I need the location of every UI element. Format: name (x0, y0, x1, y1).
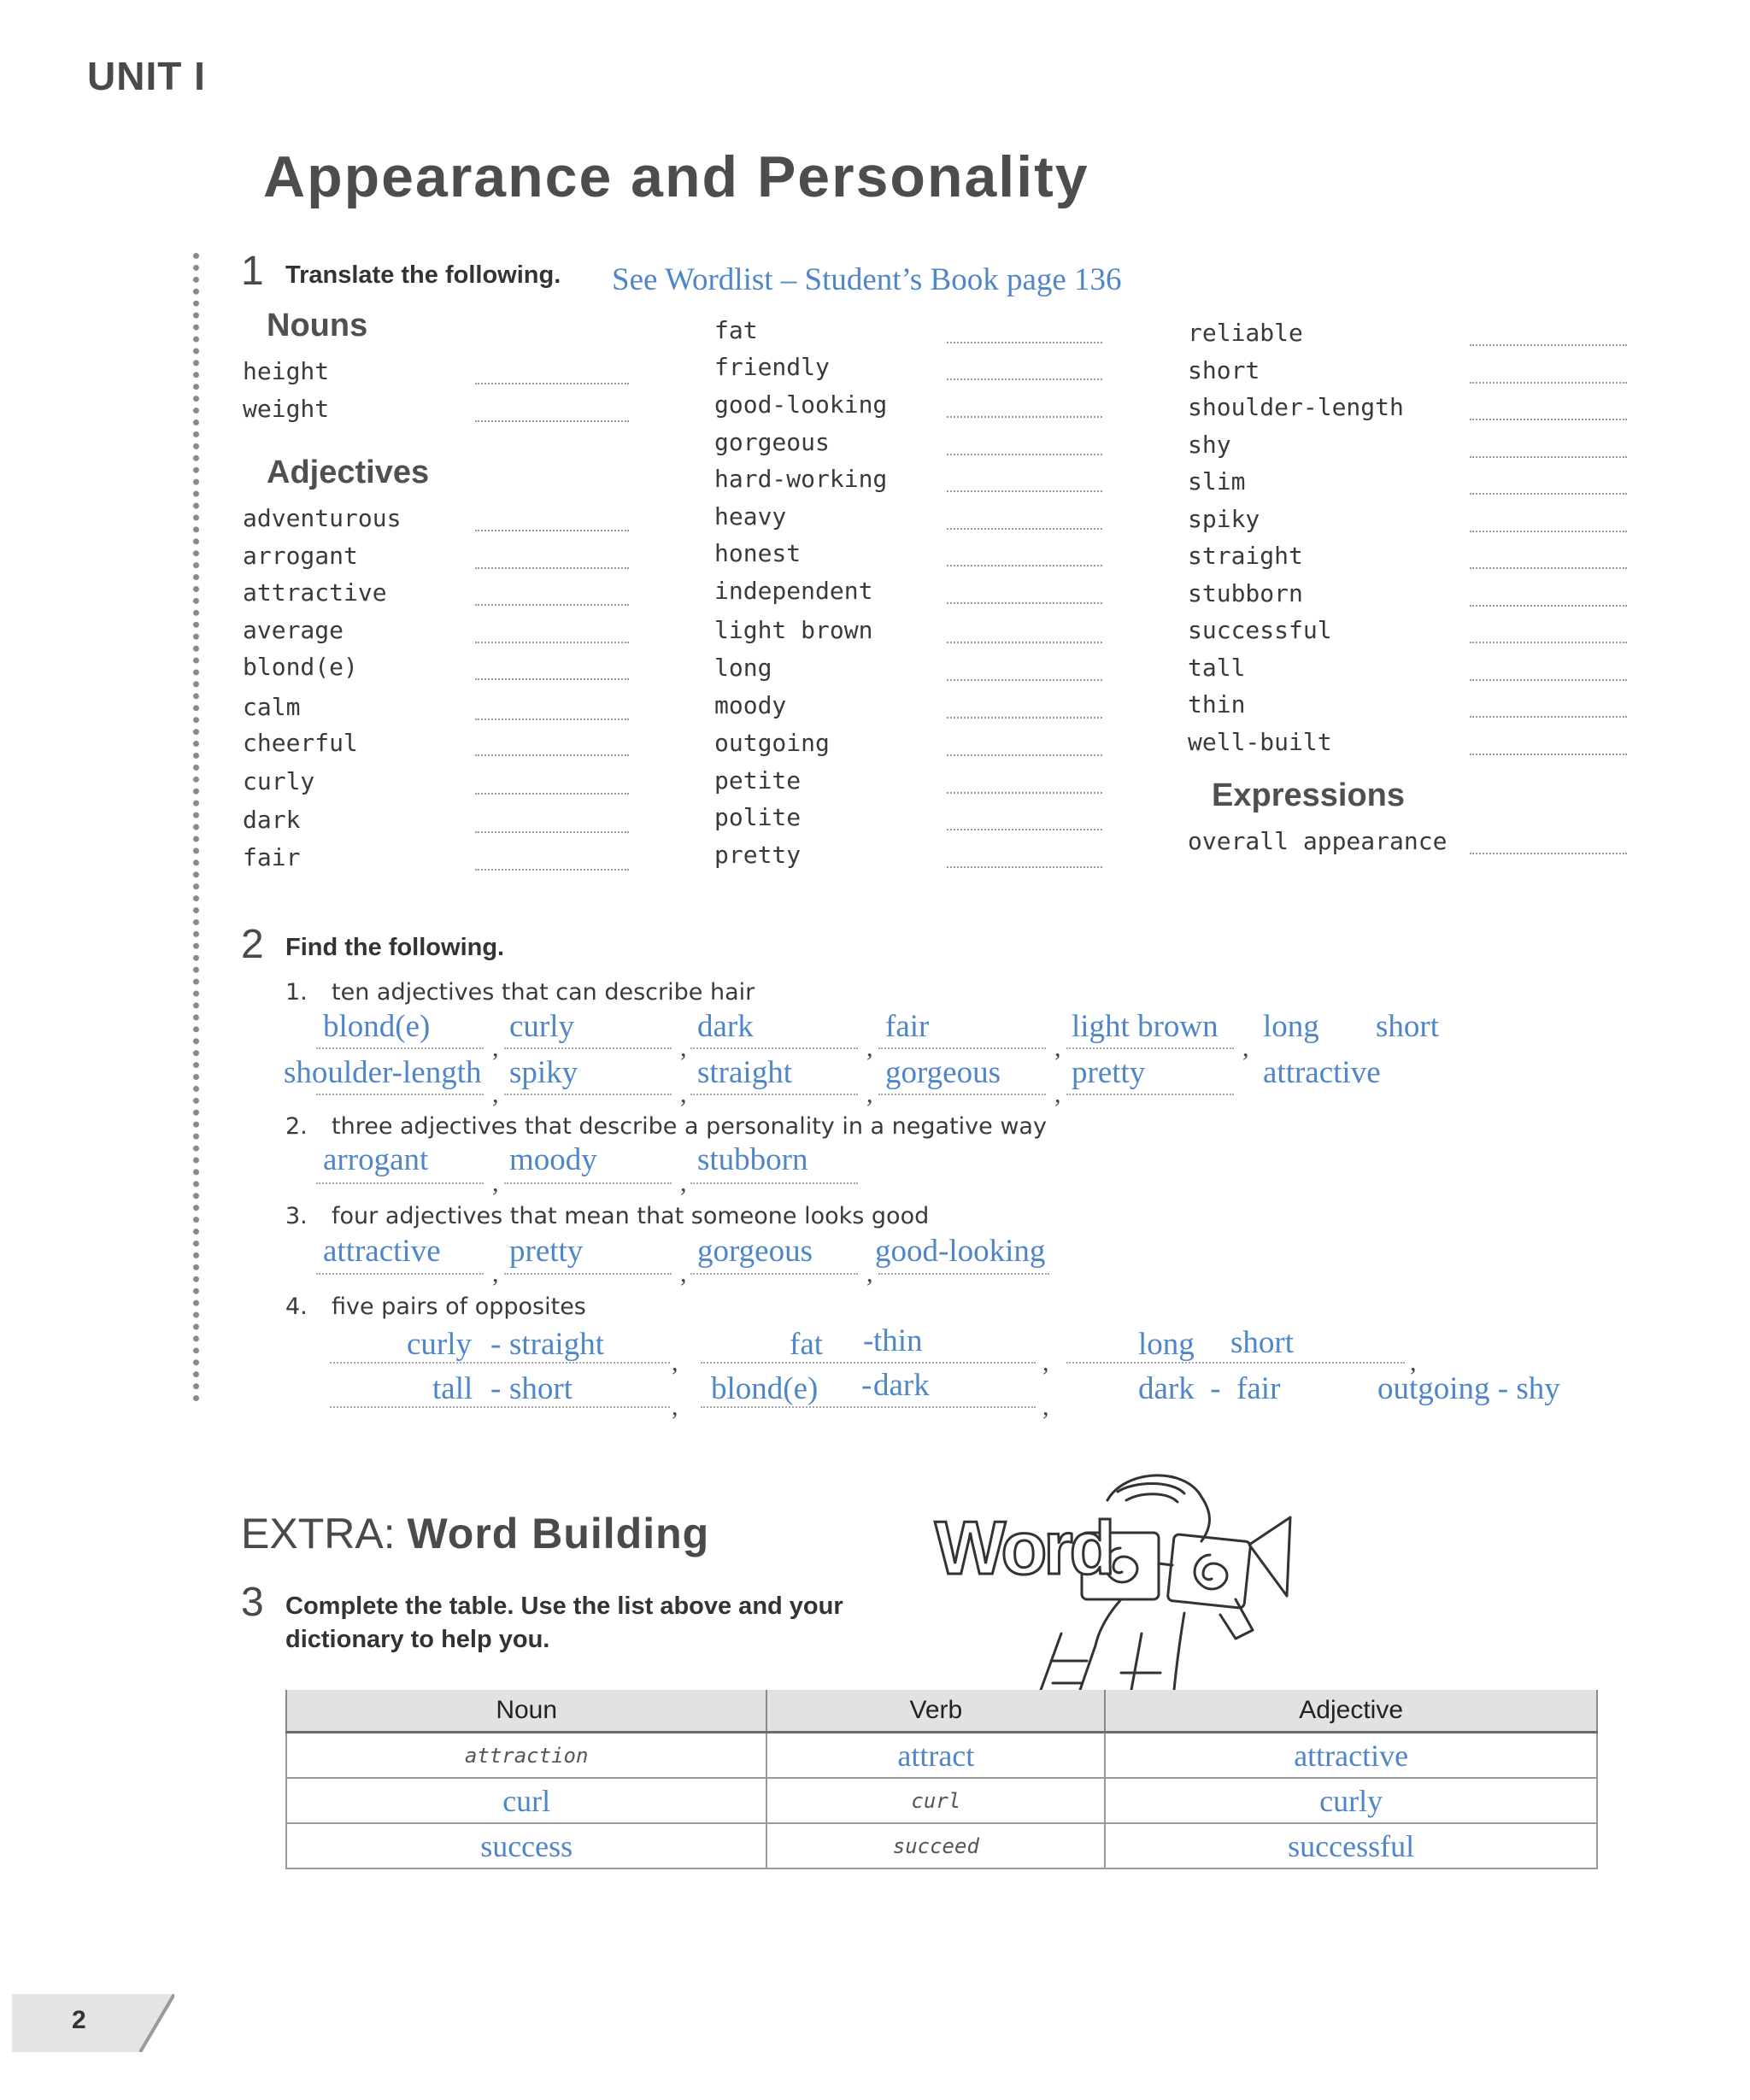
noun-cell: success (286, 1823, 766, 1868)
vocab-word: fair (243, 843, 301, 871)
list-comma: , (680, 1034, 687, 1062)
vocab-word: petite (714, 766, 802, 795)
vocab-word: fat (714, 316, 758, 344)
question-3-number: 3. (285, 1203, 308, 1229)
page-number-tab (12, 1994, 174, 2052)
vocab-word: honest (714, 539, 802, 567)
list-comma: , (672, 1393, 678, 1421)
translation-blank[interactable] (1470, 642, 1627, 643)
vocab-word: arrogant (243, 542, 358, 570)
translation-blank[interactable] (1470, 419, 1627, 420)
list-comma: , (492, 1259, 499, 1288)
translation-blank[interactable] (475, 754, 629, 756)
vocab-word: hard-working (714, 465, 888, 493)
hair-adjective-answer: blond(e) (323, 1009, 431, 1044)
vocab-word: calm (243, 693, 301, 721)
translation-blank[interactable] (1470, 716, 1627, 718)
translation-blank[interactable] (947, 454, 1102, 455)
vocab-word: overall appearance (1188, 827, 1448, 855)
word-building-table (285, 1690, 1598, 1869)
translation-blank[interactable] (475, 420, 629, 422)
vocab-word: reliable (1188, 319, 1303, 347)
opposite-pair-word: curly (407, 1327, 473, 1362)
list-comma: , (866, 1259, 873, 1288)
opposite-pair-answer: outgoing - shy (1377, 1371, 1560, 1406)
translation-blank[interactable] (947, 642, 1102, 643)
opposite-pair-dash: - (863, 1323, 874, 1358)
extra-title: Word Building (407, 1510, 710, 1557)
question-4-text: five pairs of opposites (332, 1293, 586, 1320)
answer-blank (1066, 1094, 1234, 1095)
question-2-number: 2. (285, 1113, 308, 1140)
translation-blank[interactable] (475, 869, 629, 871)
table-header-row (286, 1690, 1597, 1733)
vocab-word: tall (1188, 654, 1246, 682)
page-number: 2 (72, 2006, 86, 2034)
verb-cell: attract (766, 1733, 1105, 1779)
section-dotted-rule (193, 253, 199, 1402)
translation-blank[interactable] (947, 528, 1102, 530)
opposite-pair-word: blond(e) (711, 1371, 819, 1406)
translation-blank[interactable] (947, 717, 1102, 719)
hair-adjective-answer: dark (697, 1009, 754, 1044)
question-4-number: 4. (285, 1293, 308, 1320)
translation-blank[interactable] (1470, 679, 1627, 681)
table-row (286, 1823, 1597, 1868)
translation-blank[interactable] (947, 378, 1102, 380)
opposite-pair-word: tall (432, 1371, 473, 1406)
hair-adjective-answer: fair (885, 1009, 930, 1044)
list-comma: , (1054, 1080, 1061, 1108)
exercise-2-number: 2 (241, 922, 264, 967)
looks-good-answer: attractive (323, 1234, 441, 1269)
page-title: Appearance and Personality (263, 144, 1089, 209)
answer-blank (316, 1047, 484, 1049)
vocab-word: shoulder-length (1188, 393, 1404, 421)
vocab-word: independent (714, 577, 873, 605)
vocab-word: slim (1188, 467, 1246, 496)
answer-blank (1066, 1047, 1234, 1049)
opposite-pair-dash: - (490, 1371, 502, 1406)
column-header-noun: Noun (286, 1690, 766, 1733)
answer-blank (1066, 1362, 1405, 1364)
vocab-word: gorgeous (714, 428, 830, 456)
list-comma: , (680, 1259, 687, 1288)
table-row (286, 1733, 1597, 1779)
exercise-1-handwritten-note: See Wordlist – Student’s Book page 136 (612, 262, 1122, 297)
vocab-word: long (714, 654, 772, 682)
translation-blank[interactable] (1470, 531, 1627, 532)
translation-blank[interactable] (475, 678, 629, 680)
answer-blank (504, 1047, 672, 1049)
adjective-cell: successful (1105, 1823, 1597, 1868)
list-comma: , (1042, 1348, 1049, 1376)
vocab-word: spiky (1188, 505, 1260, 533)
translation-blank[interactable] (475, 642, 629, 643)
opposite-pair-dash: - (861, 1368, 872, 1403)
translation-blank[interactable] (947, 754, 1102, 756)
vocab-word: shy (1188, 431, 1231, 459)
noun-cell: curl (286, 1778, 766, 1823)
vocab-word: successful (1188, 616, 1332, 644)
exercise-3-instruction-line2: dictionary to help you. (285, 1626, 550, 1653)
question-3-text: four adjectives that mean that someone looks good (332, 1203, 930, 1229)
vocab-word: short (1188, 356, 1260, 384)
hair-adjective-answer: long (1263, 1009, 1319, 1044)
answer-blank (878, 1273, 1049, 1275)
answer-blank (878, 1094, 1046, 1095)
question-1-text: ten adjectives that can describe hair (332, 979, 755, 1006)
opposite-pair-answer: dark - fair (1138, 1371, 1281, 1406)
translation-blank[interactable] (947, 602, 1102, 604)
translation-blank[interactable] (1470, 605, 1627, 607)
list-comma: , (1042, 1393, 1049, 1421)
translation-blank[interactable] (947, 490, 1102, 492)
adjective-cell: curly (1105, 1778, 1597, 1823)
list-comma: , (680, 1080, 687, 1108)
expressions-heading: Expressions (1212, 777, 1405, 813)
hair-adjective-answer: spiky (509, 1055, 578, 1090)
looks-good-answer: gorgeous (697, 1234, 813, 1269)
translation-blank[interactable] (947, 829, 1102, 830)
vocab-word: friendly (714, 353, 830, 381)
negative-personality-answer: moody (509, 1142, 597, 1177)
vocab-word: adventurous (243, 504, 402, 532)
vocab-word: cheerful (243, 729, 358, 757)
adjectives-heading: Adjectives (267, 455, 430, 490)
vocab-word: blond(e) (243, 653, 358, 681)
question-1-number: 1. (285, 979, 308, 1006)
translation-blank[interactable] (1470, 493, 1627, 495)
vocab-word: attractive (243, 578, 387, 607)
translation-blank[interactable] (947, 342, 1102, 343)
translation-blank[interactable] (1470, 382, 1627, 384)
unit-label: UNIT I (87, 54, 206, 98)
list-comma: , (866, 1080, 873, 1108)
negative-personality-answer: stubborn (697, 1142, 808, 1177)
opposite-pair-word: thin (873, 1323, 923, 1358)
translation-blank[interactable] (1470, 344, 1627, 346)
translation-blank[interactable] (1470, 853, 1627, 854)
vocab-word: polite (714, 803, 802, 831)
vocab-word: heavy (714, 502, 787, 531)
hair-adjective-answer: light brown (1072, 1009, 1219, 1044)
answer-blank (701, 1362, 1036, 1364)
exercise-3-instruction-line1: Complete the table. Use the list above and your (285, 1593, 843, 1620)
translation-blank[interactable] (947, 866, 1102, 868)
list-comma: , (1054, 1034, 1061, 1062)
hair-adjective-answer: short (1376, 1009, 1439, 1044)
answer-blank (690, 1047, 858, 1049)
vocab-word: curly (243, 767, 315, 795)
verb-cell: succeed (766, 1823, 1105, 1868)
hair-adjective-answer: gorgeous (885, 1055, 1001, 1090)
opposite-pair-word: straight (509, 1327, 604, 1362)
answer-blank (504, 1094, 672, 1095)
opposite-pair-dash: - (490, 1327, 502, 1362)
word-illustration-lettering: Word (935, 1505, 1113, 1590)
hair-adjective-answer: attractive (1263, 1055, 1381, 1090)
opposite-pair-word: fat (790, 1327, 824, 1362)
vocab-word: height (243, 357, 330, 385)
vocab-word: weight (243, 395, 330, 423)
list-comma: , (492, 1034, 499, 1062)
list-comma: , (672, 1348, 678, 1376)
translation-blank[interactable] (475, 530, 629, 531)
translation-blank[interactable] (947, 792, 1102, 794)
adjective-cell: attractive (1105, 1733, 1597, 1779)
table-row (286, 1778, 1597, 1823)
translation-blank[interactable] (947, 565, 1102, 566)
translation-blank[interactable] (475, 719, 629, 720)
list-comma: , (866, 1034, 873, 1062)
translation-blank[interactable] (1470, 456, 1627, 458)
exercise-1-instruction: Translate the following. (285, 261, 561, 289)
opposite-pair-word: short (1230, 1325, 1294, 1360)
vocab-word: good-looking (714, 390, 888, 419)
vocab-word: outgoing (714, 729, 830, 757)
answer-blank (504, 1182, 672, 1184)
translation-blank[interactable] (475, 831, 629, 833)
opposite-pair-word: dark (873, 1368, 930, 1403)
hair-adjective-answer: curly (509, 1009, 575, 1044)
noun-cell: attraction (286, 1733, 766, 1779)
nouns-heading: Nouns (267, 308, 368, 343)
translation-blank[interactable] (1470, 567, 1627, 569)
extra-label: EXTRA: (241, 1510, 396, 1557)
hair-adjective-answer: pretty (1072, 1055, 1146, 1090)
translation-blank[interactable] (1470, 754, 1627, 755)
answer-blank (316, 1182, 484, 1184)
hair-adjective-answer: straight (697, 1055, 792, 1090)
translation-blank[interactable] (475, 793, 629, 795)
negative-personality-answer: arrogant (323, 1142, 429, 1177)
opposite-pair-word: long (1138, 1327, 1195, 1362)
answer-blank (690, 1094, 858, 1095)
looks-good-answer: pretty (509, 1234, 584, 1269)
list-comma: , (492, 1169, 499, 1197)
answer-blank (316, 1094, 484, 1095)
vocab-word: dark (243, 806, 301, 834)
translation-blank[interactable] (947, 679, 1102, 681)
extra-section-title (241, 1509, 709, 1558)
column-header-adjective: Adjective (1105, 1690, 1597, 1733)
opposite-pair-word: short (509, 1371, 573, 1406)
verb-cell: curl (766, 1778, 1105, 1823)
vocab-word: moody (714, 691, 787, 719)
vocab-word: pretty (714, 841, 802, 869)
translation-blank[interactable] (475, 567, 629, 569)
translation-blank[interactable] (475, 604, 629, 606)
hair-adjective-answer: shoulder-length (284, 1055, 482, 1090)
column-header-verb: Verb (766, 1690, 1105, 1733)
list-comma: , (1242, 1034, 1249, 1062)
vocab-word: thin (1188, 690, 1246, 719)
list-comma: , (1410, 1348, 1417, 1376)
answer-blank (690, 1273, 858, 1275)
vocab-word: average (243, 616, 344, 644)
answer-blank (690, 1182, 858, 1184)
vocab-word: well-built (1188, 728, 1332, 756)
answer-blank (878, 1047, 1046, 1049)
list-comma: , (492, 1080, 499, 1108)
vocab-word: light brown (714, 616, 873, 644)
exercise-2-instruction: Find the following. (285, 934, 505, 961)
question-2-text: three adjectives that describe a personality in a negative way (332, 1113, 1047, 1140)
list-comma: , (680, 1169, 687, 1197)
answer-blank (504, 1273, 672, 1275)
word-cartoon-illustration (928, 1463, 1304, 1690)
exercise-1-number: 1 (241, 249, 264, 294)
vocab-word: stubborn (1188, 579, 1303, 607)
vocab-word: straight (1188, 542, 1303, 570)
answer-blank (316, 1273, 484, 1275)
looks-good-answer: good-looking (875, 1234, 1046, 1269)
exercise-3-number: 3 (241, 1580, 264, 1625)
translation-blank[interactable] (475, 383, 629, 384)
translation-blank[interactable] (947, 416, 1102, 418)
